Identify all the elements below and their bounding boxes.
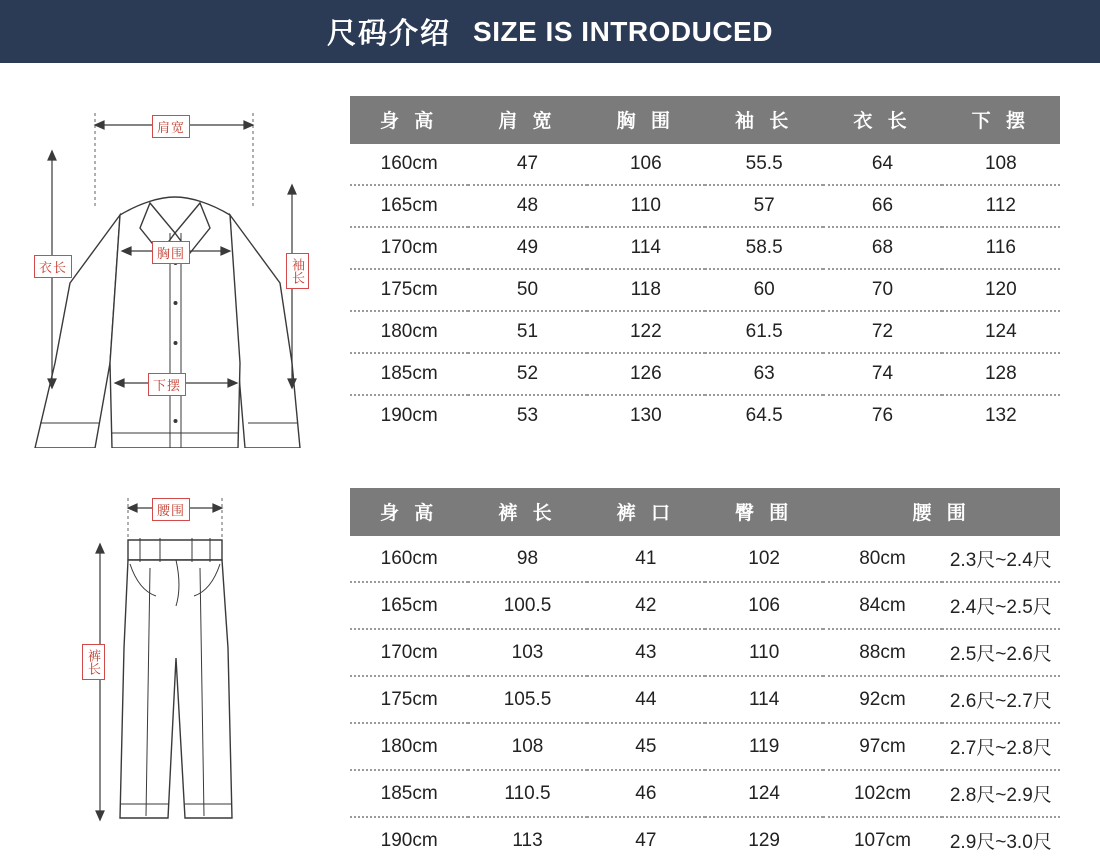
shirt-figure	[0, 63, 350, 448]
cell-sleeve: 61.5	[705, 311, 823, 353]
cell-pants-length: 108	[468, 723, 586, 770]
cell-waist-cm: 97cm	[823, 723, 941, 770]
cell-hem: 108	[942, 144, 1060, 185]
cell-height: 180cm	[350, 723, 468, 770]
cell-length: 74	[823, 353, 941, 395]
table-row	[350, 227, 1060, 269]
cell-waist-chi: 2.6尺~2.7尺	[942, 676, 1060, 723]
col-hip: 臀 围	[705, 488, 823, 536]
cell-sleeve: 64.5	[705, 395, 823, 436]
label-hem: 下摆	[148, 373, 186, 396]
pants-section	[0, 448, 1100, 853]
pants-table-wrap	[350, 448, 1100, 853]
cell-height: 180cm	[350, 311, 468, 353]
label-sleeve-length: 袖长	[286, 253, 309, 289]
table-row	[350, 629, 1060, 676]
cell-waist-cm: 80cm	[823, 536, 941, 582]
cell-height: 175cm	[350, 676, 468, 723]
table-row	[350, 817, 1060, 863]
cell-length: 66	[823, 185, 941, 227]
table-row	[350, 582, 1060, 629]
cell-chest: 110	[587, 185, 705, 227]
cell-pants-length: 113	[468, 817, 586, 863]
cell-height: 170cm	[350, 227, 468, 269]
cell-length: 70	[823, 269, 941, 311]
table-row	[350, 536, 1060, 582]
cell-hip: 129	[705, 817, 823, 863]
cell-chest: 106	[587, 144, 705, 185]
cell-pants-length: 98	[468, 536, 586, 582]
cell-shoulder: 51	[468, 311, 586, 353]
cell-height: 185cm	[350, 353, 468, 395]
cell-waist-cm: 88cm	[823, 629, 941, 676]
table-row	[350, 185, 1060, 227]
table-header-row	[350, 488, 1060, 536]
cell-pants-length: 105.5	[468, 676, 586, 723]
cell-height: 160cm	[350, 144, 468, 185]
table-header-row	[350, 96, 1060, 144]
cell-shoulder: 50	[468, 269, 586, 311]
table-row	[350, 676, 1060, 723]
cell-waist-chi: 2.8尺~2.9尺	[942, 770, 1060, 817]
cell-waist-chi: 2.9尺~3.0尺	[942, 817, 1060, 863]
cell-waist-cm: 92cm	[823, 676, 941, 723]
cell-chest: 130	[587, 395, 705, 436]
cell-height: 175cm	[350, 269, 468, 311]
cell-hem: 128	[942, 353, 1060, 395]
cell-leg-opening: 42	[587, 582, 705, 629]
cell-chest: 126	[587, 353, 705, 395]
cell-length: 76	[823, 395, 941, 436]
cell-hem: 132	[942, 395, 1060, 436]
cell-length: 72	[823, 311, 941, 353]
label-waist: 腰围	[152, 498, 190, 521]
cell-shoulder: 48	[468, 185, 586, 227]
cell-hip: 114	[705, 676, 823, 723]
cell-shoulder: 47	[468, 144, 586, 185]
col-length: 衣 长	[823, 96, 941, 144]
cell-waist-chi: 2.4尺~2.5尺	[942, 582, 1060, 629]
table-row	[350, 269, 1060, 311]
col-sleeve: 袖 长	[705, 96, 823, 144]
cell-sleeve: 57	[705, 185, 823, 227]
label-pants-length: 裤长	[82, 644, 105, 680]
col-pants-length: 裤 长	[468, 488, 586, 536]
cell-pants-length: 100.5	[468, 582, 586, 629]
cell-leg-opening: 43	[587, 629, 705, 676]
cell-leg-opening: 41	[587, 536, 705, 582]
cell-sleeve: 55.5	[705, 144, 823, 185]
cell-leg-opening: 47	[587, 817, 705, 863]
pants-figure	[0, 448, 350, 837]
cell-height: 185cm	[350, 770, 468, 817]
cell-length: 68	[823, 227, 941, 269]
cell-hip: 110	[705, 629, 823, 676]
col-height: 身 高	[350, 488, 468, 536]
cell-shoulder: 52	[468, 353, 586, 395]
col-leg-opening: 裤 口	[587, 488, 705, 536]
cell-waist-chi: 2.5尺~2.6尺	[942, 629, 1060, 676]
cell-height: 160cm	[350, 536, 468, 582]
cell-hem: 116	[942, 227, 1060, 269]
cell-waist-cm: 102cm	[823, 770, 941, 817]
label-shoulder-width: 肩宽	[152, 115, 190, 138]
cell-height: 190cm	[350, 395, 468, 436]
table-row	[350, 144, 1060, 185]
cell-chest: 122	[587, 311, 705, 353]
col-waist: 腰 围	[823, 488, 1060, 536]
cell-chest: 118	[587, 269, 705, 311]
cell-leg-opening: 44	[587, 676, 705, 723]
cell-leg-opening: 46	[587, 770, 705, 817]
cell-hip: 106	[705, 582, 823, 629]
cell-waist-cm: 84cm	[823, 582, 941, 629]
col-chest: 胸 围	[587, 96, 705, 144]
cell-sleeve: 63	[705, 353, 823, 395]
page-header	[0, 0, 1100, 63]
table-row	[350, 311, 1060, 353]
cell-hip: 124	[705, 770, 823, 817]
cell-hip: 102	[705, 536, 823, 582]
cell-leg-opening: 45	[587, 723, 705, 770]
cell-hem: 120	[942, 269, 1060, 311]
cell-chest: 114	[587, 227, 705, 269]
cell-pants-length: 103	[468, 629, 586, 676]
cell-sleeve: 58.5	[705, 227, 823, 269]
cell-shoulder: 53	[468, 395, 586, 436]
cell-height: 165cm	[350, 185, 468, 227]
label-chest: 胸围	[152, 241, 190, 264]
cell-length: 64	[823, 144, 941, 185]
cell-height: 165cm	[350, 582, 468, 629]
shirt-table-wrap	[350, 63, 1100, 448]
table-row	[350, 395, 1060, 436]
table-row	[350, 353, 1060, 395]
cell-hem: 112	[942, 185, 1060, 227]
cell-waist-chi: 2.7尺~2.8尺	[942, 723, 1060, 770]
cell-hip: 119	[705, 723, 823, 770]
cell-height: 190cm	[350, 817, 468, 863]
cell-waist-chi: 2.3尺~2.4尺	[942, 536, 1060, 582]
cell-pants-length: 110.5	[468, 770, 586, 817]
table-row	[350, 770, 1060, 817]
page-title-en: SIZE IS INTRODUCED	[473, 15, 773, 47]
label-garment-length: 衣长	[34, 255, 72, 278]
cell-shoulder: 49	[468, 227, 586, 269]
cell-sleeve: 60	[705, 269, 823, 311]
cell-waist-cm: 107cm	[823, 817, 941, 863]
cell-hem: 124	[942, 311, 1060, 353]
col-shoulder: 肩 宽	[468, 96, 586, 144]
shirt-size-table	[350, 96, 1060, 436]
col-hem: 下 摆	[942, 96, 1060, 144]
col-height: 身 高	[350, 96, 468, 144]
page-title-cn: 尺码介绍	[327, 18, 452, 50]
table-row	[350, 723, 1060, 770]
pants-size-table	[350, 488, 1060, 863]
cell-height: 170cm	[350, 629, 468, 676]
shirt-section	[0, 63, 1100, 448]
